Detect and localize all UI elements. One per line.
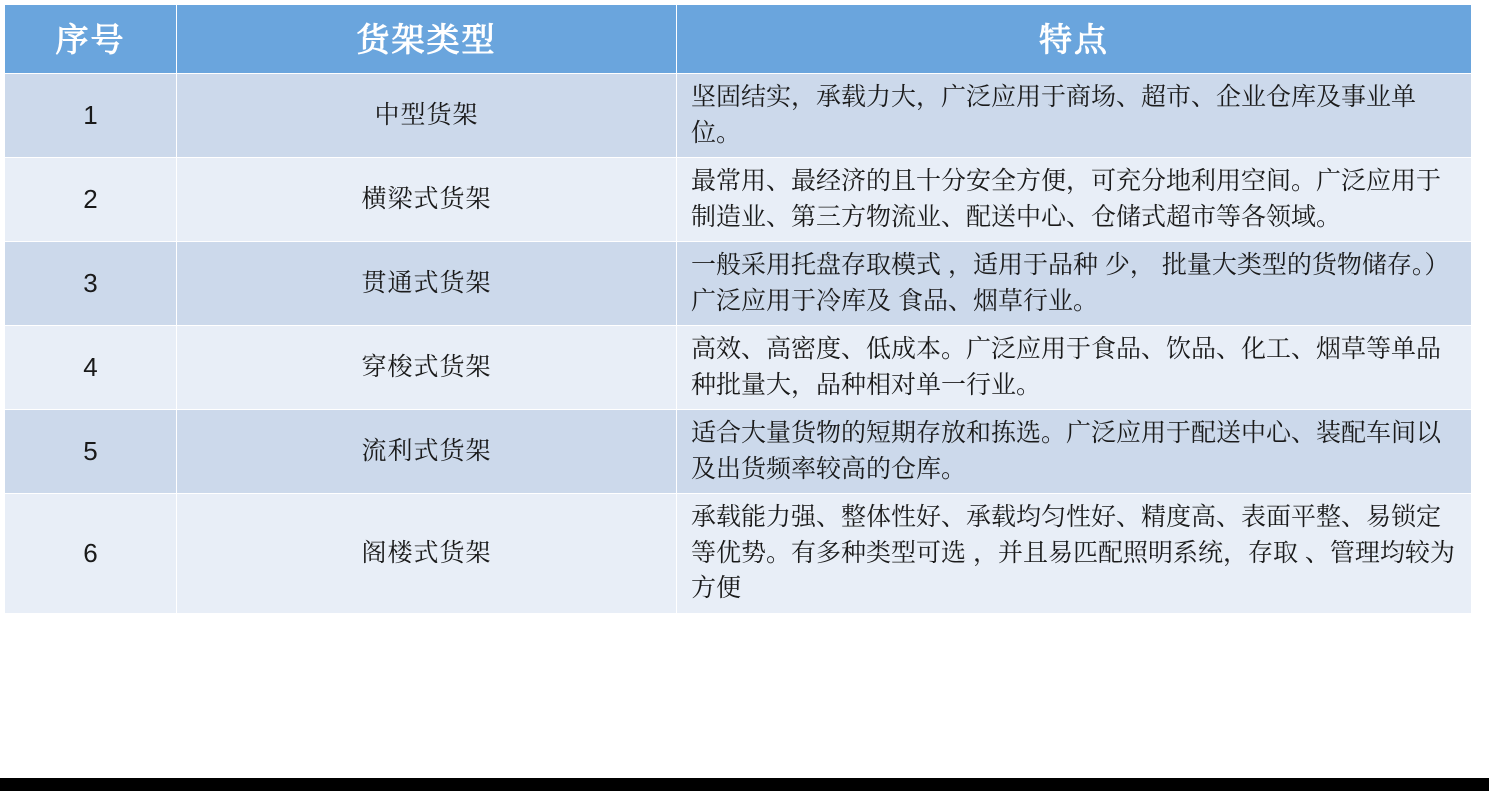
feature-text: 最常用、最经济的且十分安全方便，可充分地利用空间。广泛应用于制造业、第三方物流业、配送中心、仓储式超市等各领域。 xyxy=(691,167,1442,231)
cell-feature xyxy=(677,410,1472,494)
cell-type: 贯通式货架 xyxy=(177,242,677,326)
cell-type: 阁楼式货架 xyxy=(177,494,677,614)
table-body xyxy=(5,74,1472,614)
cell-feature xyxy=(677,494,1472,614)
feature-text: 高效、高密度、低成本。广泛应用于食品、饮品、化工、烟草等单品种批量大，品种相对单一行业。 xyxy=(691,335,1442,399)
feature-text: 适合大量货物的短期存放和拣选。广泛应用于配送中心、装配车间以及出货频率较高的仓库。 xyxy=(691,419,1442,483)
feature-text: 承载能力强、整体性好、承载均匀性好、精度高、表面平整、易锁定等优势。有多种类型可选 ，并且易匹配照明系统，存取 、管理均较为方便 xyxy=(691,503,1455,602)
table-row xyxy=(5,410,1472,494)
cell-index: 6 xyxy=(5,494,177,614)
column-header-index: 序号 xyxy=(5,5,177,74)
cell-index: 2 xyxy=(5,158,177,242)
table-row xyxy=(5,326,1472,410)
cell-feature xyxy=(677,158,1472,242)
table-row xyxy=(5,242,1472,326)
header-row xyxy=(5,5,1472,74)
cell-feature xyxy=(677,242,1472,326)
bottom-black-bar xyxy=(0,778,1489,791)
feature-text: 一般采用托盘存取模式 ，适用于品种 少， 批量大类型的货物储存。） 广泛应用于冷库及 食品、烟草行业。 xyxy=(691,251,1450,315)
document-page xyxy=(0,4,1489,791)
cell-feature xyxy=(677,74,1472,158)
table-row xyxy=(5,158,1472,242)
cell-index: 3 xyxy=(5,242,177,326)
column-header-type: 货架类型 xyxy=(177,5,677,74)
cell-type: 流利式货架 xyxy=(177,410,677,494)
cell-feature xyxy=(677,326,1472,410)
page-left-margin xyxy=(0,4,4,778)
table-row xyxy=(5,74,1472,158)
table-header xyxy=(5,5,1472,74)
cell-index: 4 xyxy=(5,326,177,410)
cell-index: 1 xyxy=(5,74,177,158)
column-header-feature: 特点 xyxy=(677,5,1472,74)
table-row xyxy=(5,494,1472,614)
cell-type: 中型货架 xyxy=(177,74,677,158)
shelf-type-table xyxy=(4,4,1472,614)
cell-type: 穿梭式货架 xyxy=(177,326,677,410)
cell-index: 5 xyxy=(5,410,177,494)
cell-type: 横梁式货架 xyxy=(177,158,677,242)
feature-text: 坚固结实，承载力大，广泛应用于商场、超市、企业仓库及事业单位。 xyxy=(691,83,1417,147)
